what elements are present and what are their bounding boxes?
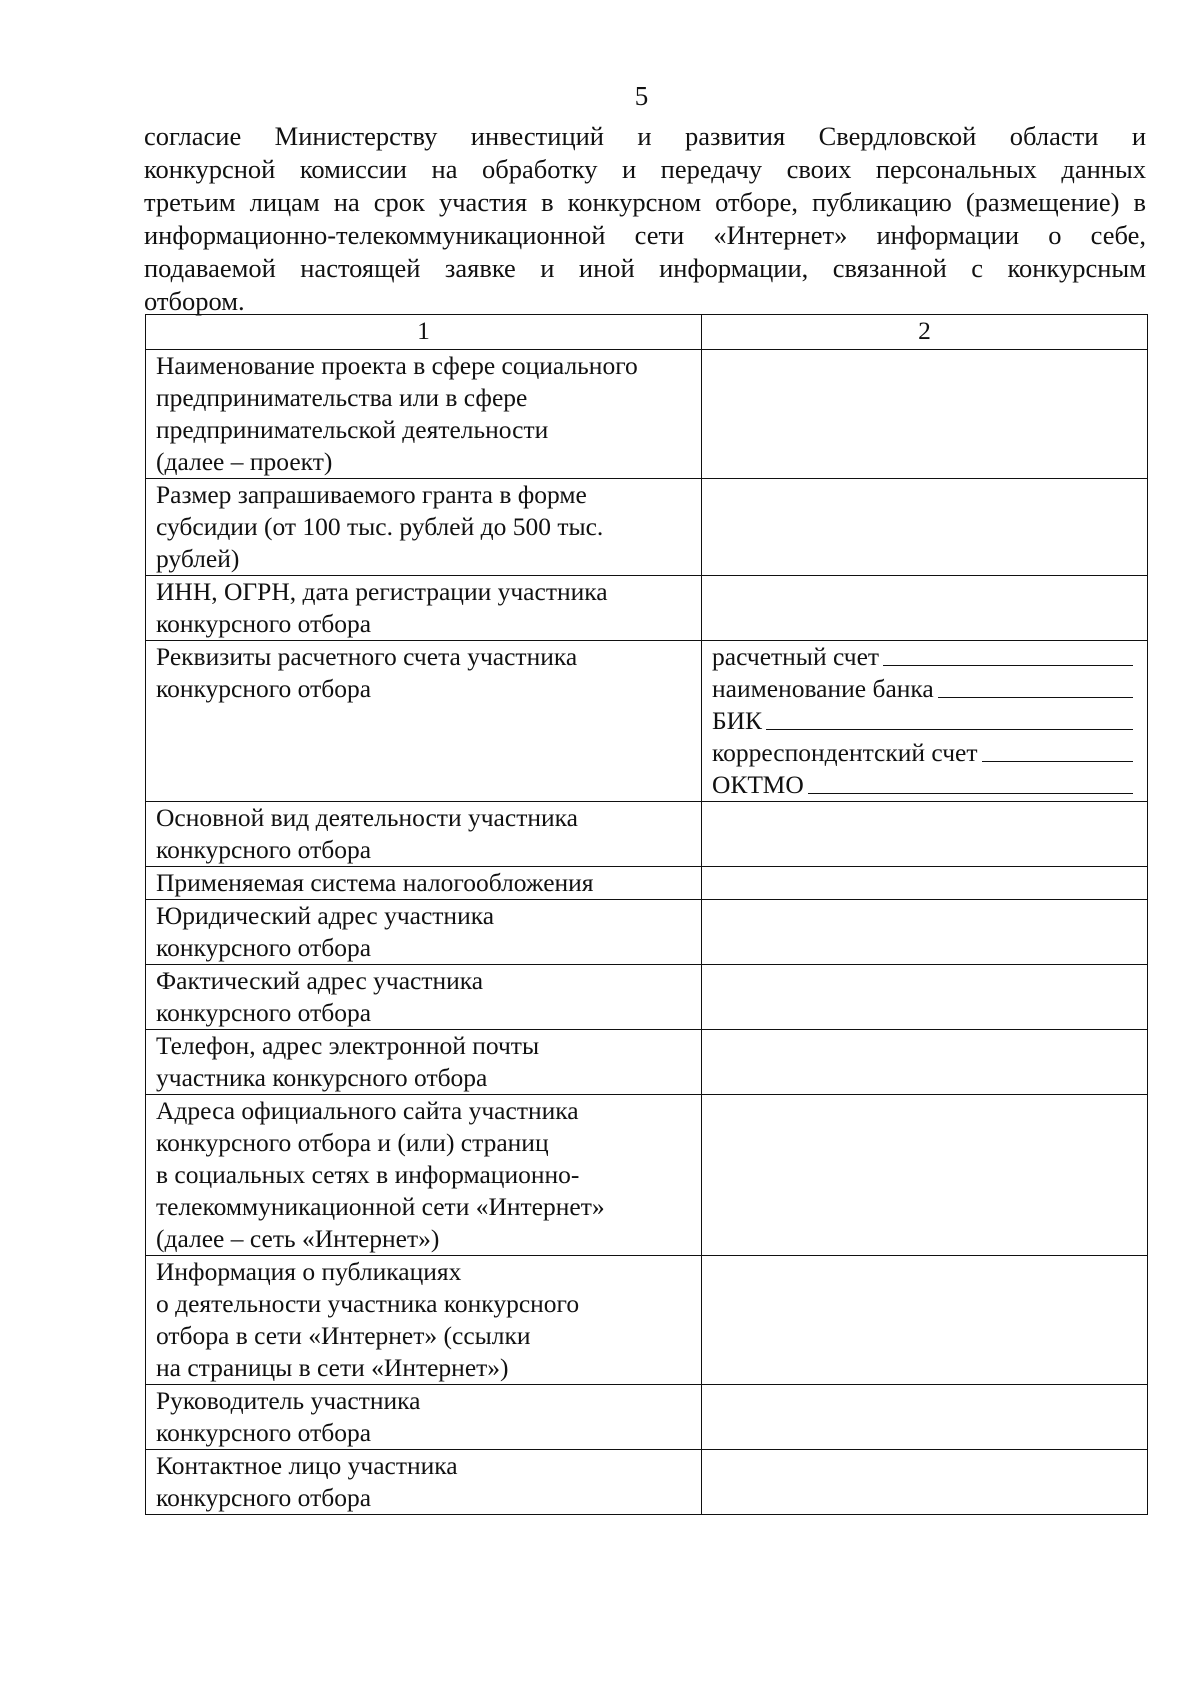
label-line: о деятельности участника конкурсного xyxy=(156,1289,580,1318)
label-line: Основной вид деятельности участника xyxy=(156,803,578,832)
blank-line xyxy=(883,641,1133,666)
intro-line: подаваемой настоящей заявке и иной информации, связанной с конкурсным xyxy=(144,253,1146,283)
label-line: участника конкурсного отбора xyxy=(156,1063,488,1092)
label-line: Наименование проекта в сфере социального xyxy=(156,351,638,380)
label-line: Реквизиты расчетного счета участника xyxy=(156,642,578,671)
table-row xyxy=(146,965,1148,1030)
requisite-field[interactable] xyxy=(712,705,1137,737)
row-value-empty[interactable] xyxy=(702,900,1148,965)
requisite-label: БИК xyxy=(712,706,763,735)
label-line: отбора в сети «Интернет» (ссылки xyxy=(156,1321,531,1350)
row-label xyxy=(146,1385,702,1450)
requisite-label: наименование банка xyxy=(712,674,934,703)
blank-line xyxy=(766,705,1133,730)
intro-paragraph xyxy=(144,120,1146,318)
label-line: телекоммуникационной сети «Интернет» xyxy=(156,1192,605,1221)
label-line: Руководитель участника xyxy=(156,1386,421,1415)
label-line: предпринимательской деятельности xyxy=(156,415,549,444)
row-value-empty[interactable] xyxy=(702,1095,1148,1256)
intro-line: отбором. xyxy=(144,286,245,316)
requisite-label: ОКТМО xyxy=(712,770,804,799)
requisite-field[interactable] xyxy=(712,737,1137,769)
table-row xyxy=(146,802,1148,867)
column-header-2: 2 xyxy=(702,315,1148,350)
blank-line xyxy=(982,737,1133,762)
row-label xyxy=(146,900,702,965)
label-line: Применяемая система налогообложения xyxy=(156,868,594,897)
label-line: Юридический адрес участника xyxy=(156,901,495,930)
application-table xyxy=(145,314,1148,1515)
intro-line: согласие Министерству инвестиций и развития Свердловской области и xyxy=(144,121,1146,151)
label-line: субсидии (от 100 тыс. рублей до 500 тыс. xyxy=(156,512,604,541)
label-line: Телефон, адрес электронной почты xyxy=(156,1031,540,1060)
label-line: конкурсного отбора xyxy=(156,998,372,1027)
blank-line xyxy=(938,673,1133,698)
label-line: рублей) xyxy=(156,544,240,573)
row-value-empty[interactable] xyxy=(702,802,1148,867)
label-line: Контактное лицо участника xyxy=(156,1451,458,1480)
label-line: Адреса официального сайта участника xyxy=(156,1096,579,1125)
intro-line: конкурсной комиссии на обработку и передачу своих персональных данных xyxy=(144,154,1146,184)
table-row xyxy=(146,479,1148,576)
row-value-empty[interactable] xyxy=(702,1256,1148,1385)
row-label xyxy=(146,576,702,641)
label-line: в социальных сетях в информационно- xyxy=(156,1160,580,1189)
label-line: конкурсного отбора и (или) страниц xyxy=(156,1128,549,1157)
row-label xyxy=(146,1095,702,1256)
requisite-label: корреспондентский счет xyxy=(712,738,978,767)
label-line: предпринимательства или в сфере xyxy=(156,383,528,412)
table-row xyxy=(146,1030,1148,1095)
row-label xyxy=(146,1256,702,1385)
label-line: конкурсного отбора xyxy=(156,1418,372,1447)
table-row xyxy=(146,1385,1148,1450)
row-value-empty[interactable] xyxy=(702,965,1148,1030)
requisite-field[interactable] xyxy=(712,673,1137,705)
requisite-field[interactable] xyxy=(712,769,1137,801)
row-label xyxy=(146,867,702,900)
row-value-empty[interactable] xyxy=(702,867,1148,900)
label-line: ИНН, ОГРН, дата регистрации участника xyxy=(156,577,608,606)
row-label xyxy=(146,802,702,867)
requisites-cell xyxy=(702,641,1148,802)
row-value-empty[interactable] xyxy=(702,479,1148,576)
table-row xyxy=(146,1450,1148,1515)
row-label xyxy=(146,350,702,479)
column-header-1: 1 xyxy=(146,315,702,350)
table-row xyxy=(146,1095,1148,1256)
row-value-empty[interactable] xyxy=(702,576,1148,641)
table-row xyxy=(146,1256,1148,1385)
row-label xyxy=(146,965,702,1030)
requisite-field[interactable] xyxy=(712,641,1137,673)
row-value-empty[interactable] xyxy=(702,1030,1148,1095)
requisite-label: расчетный счет xyxy=(712,642,880,671)
label-line: конкурсного отбора xyxy=(156,1483,372,1512)
table-header-row xyxy=(146,315,1148,350)
row-value-empty[interactable] xyxy=(702,1450,1148,1515)
blank-line xyxy=(808,769,1133,794)
label-line: конкурсного отбора xyxy=(156,933,372,962)
label-line: конкурсного отбора xyxy=(156,674,372,703)
label-line: (далее – проект) xyxy=(156,447,333,476)
intro-line: третьим лицам на срок участия в конкурсном отборе, публикацию (размещение) в xyxy=(144,187,1146,217)
row-label xyxy=(146,479,702,576)
table-row xyxy=(146,900,1148,965)
label-line: (далее – сеть «Интернет») xyxy=(156,1224,440,1253)
label-line: Фактический адрес участника xyxy=(156,966,484,995)
label-line: Размер запрашиваемого гранта в форме xyxy=(156,480,587,509)
label-line: конкурсного отбора xyxy=(156,835,372,864)
label-line: конкурсного отбора xyxy=(156,609,372,638)
row-value-empty[interactable] xyxy=(702,1385,1148,1450)
intro-line: информационно-телекоммуникационной сети «Интернет» информации о себе, xyxy=(144,220,1146,250)
label-line: на страницы в сети «Интернет») xyxy=(156,1353,509,1382)
page-number: 5 xyxy=(634,81,649,111)
table-row xyxy=(146,576,1148,641)
table-row xyxy=(146,641,1148,802)
row-label xyxy=(146,1030,702,1095)
label-line: Информация о публикациях xyxy=(156,1257,462,1286)
row-label xyxy=(146,1450,702,1515)
table-row xyxy=(146,867,1148,900)
row-label xyxy=(146,641,702,802)
table-row xyxy=(146,350,1148,479)
row-value-empty[interactable] xyxy=(702,350,1148,479)
